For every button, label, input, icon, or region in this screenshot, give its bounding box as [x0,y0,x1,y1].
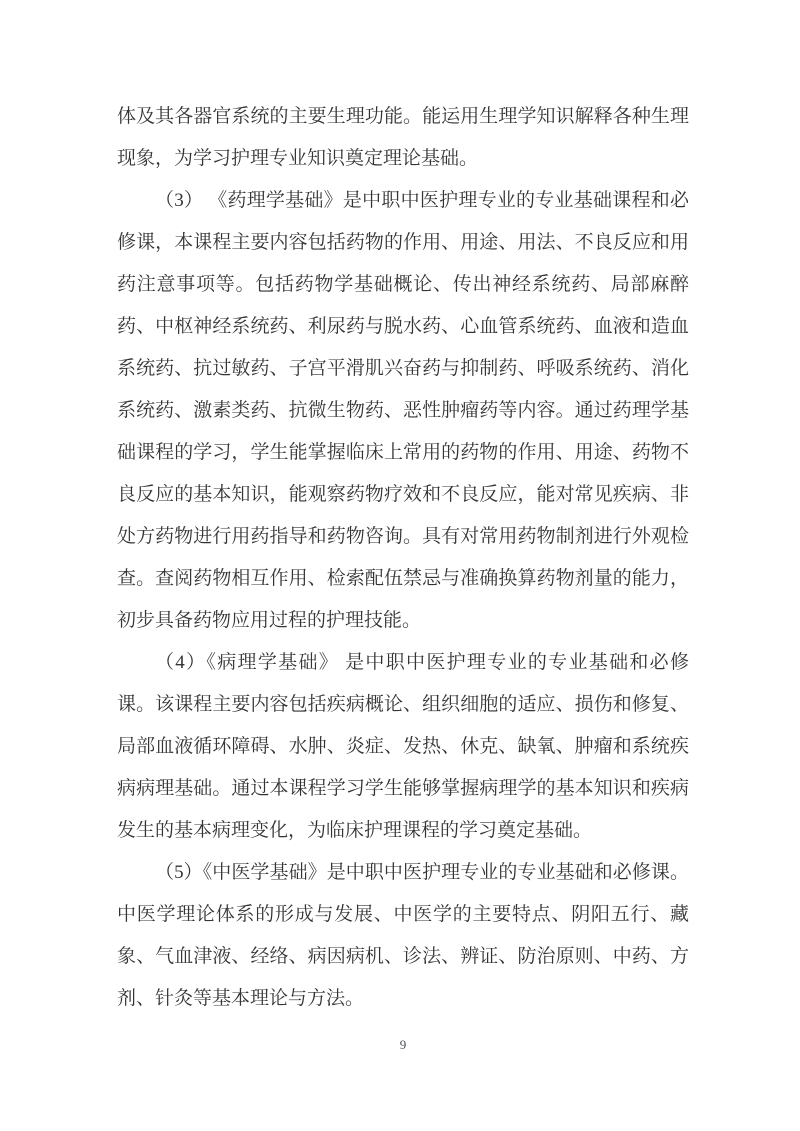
body-paragraph-pharmacology: （3） 《药理学基础》是中职中医护理专业的专业基础课程和必修课，本课程主要内容包括药物的作用、用途、用法、不良反应和用药注意事项等。包括药物学基础概论、传出神经系统药、局部麻醉药、中枢神经系统药、利尿药与脱水药、心血管系统药、血液和造血系统药、抗过敏药、子宫平滑肌兴奋药与抑制药、呼吸系统药、消化系统药、激素类药、抗微生物药、恶性肿瘤药等内容。通过药理学基础课程的学习，学生能掌握临床上常用的药物的作用、用途、药物不良反应的基本知识，能观察药物疗效和不良反应，能对常见疾病、非处方药物进行用药指导和药物咨询。具有对常用药物制剂进行外观检查。查阅药物相互作用、检索配伍禁忌与准确换算药物剂量的能力，初步具备药物应用过程的护理技能。 [117,190,689,631]
body-paragraph-pathology: （4）《病理学基础》 是中职中医护理专业的专业基础和必修课。该课程主要内容包括疾病概论、组织细胞的适应、损伤和修复、局部血液循环障碍、水肿、炎症、发热、休克、缺氧、肿瘤和系统疾病病理基础。通过本课程学习学生能够掌握病理学的基本知识和疾病发生的基本病理变化，为临床护理课程的学习奠定基础。 [117,652,689,841]
document-body [117,96,689,1020]
body-paragraph: 体及其各器官系统的主要生理功能。能运用生理学知识解释各种生理现象，为学习护理专业知识奠定理论基础。 [117,106,689,169]
page-number: 9 [399,1037,407,1052]
body-paragraph-tcm-basics: （5）《中医学基础》是中职中医护理专业的专业基础和必修课。中医学理论体系的形成与发展、中医学的主要特点、阴阳五行、藏象、气血津液、经络、病因病机、诊法、辨证、防治原则、中药、方剂、针灸等基本理论与方法。 [117,862,689,1009]
